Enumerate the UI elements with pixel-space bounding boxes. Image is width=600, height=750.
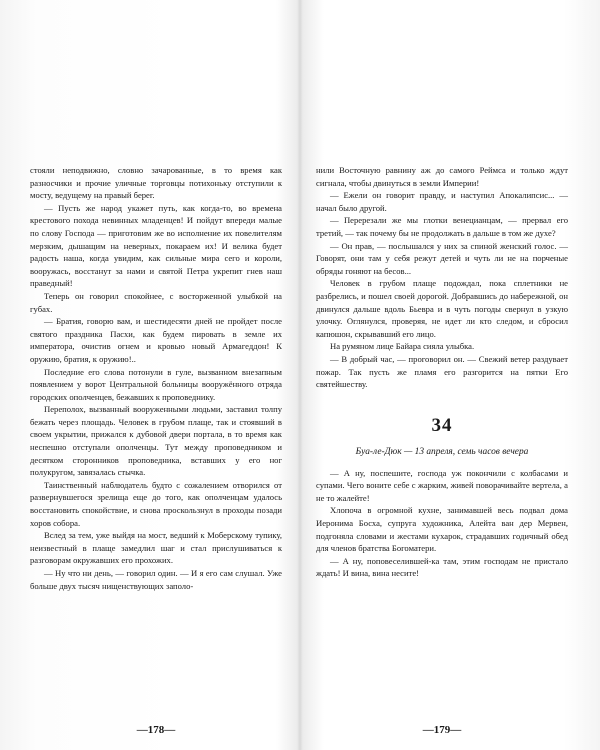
paragraph: — Перерезали же мы глотки венецианцам, — прервал его третий, — так почему бы не продолжать в дальше в том же духе? (316, 215, 568, 238)
right-page-body-top (316, 164, 568, 391)
left-page-body (30, 164, 282, 592)
right-page-number: —179— (422, 724, 462, 736)
chapter-subtitle: Буа-ле-Дюк — 13 апреля, семь часов вечера (355, 446, 529, 457)
left-page (30, 164, 282, 736)
paragraph: нили Восточную равнину аж до самого Реймса и только ждут сигнала, чтобы двинуться в земли Империи! (316, 165, 568, 188)
right-page-body-bottom (316, 467, 568, 580)
paragraph: Вслед за тем, уже выйдя на мост, ведший к Моберскому тупику, неизвестный в плаще замедлил шаг и стал прислушиваться к разговорам окружавших его прохожих. (30, 530, 282, 566)
paragraph: Человек в грубом плаще подождал, пока сплетники не разбрелись, и пошел своей дорогой. Добравшись до набережной, он двинулся дальше вдоль Бьевра и в чуть погоды свернул в узкую улочку. Оглянулся, проверяя, не идет ли кто следом, и сбросил капюшон, скрывавший его лицо. (316, 278, 568, 339)
paragraph: Теперь он говорил спокойнее, с восторженной улыбкой на губах. (30, 290, 282, 314)
right-page (316, 164, 568, 736)
paragraph: — Ну что ни день, — говорил один. — И я его сам слушал. Уже больше двух тысяч нищенствующих заполо- (30, 568, 282, 591)
paragraph: — Он прав, — послышался у них за спиной женский голос. — Говорят, они там у себя режут детей и чуть ли не на порченые обряды гоняют на бесов... (316, 240, 568, 276)
paragraph: Таинственный наблюдатель будто с сожалением отворился от развернувшегося зрелища еще до того, как ополченцам удалось восстановить спокойствие, и снова проскользнул в проходы позади хоров собора. (30, 479, 282, 528)
paragraph: — Братия, говорю вам, и шестидесяти дней не пройдет после святого праздника Пасхи, как будем пировать в земле их императора, очистив огнем и кровью новый Армагеддон! К оружию, братия, к оружию!.. (30, 316, 282, 364)
paragraph: — Ежели он говорит правду, и наступил Апокалипсис... — начал было другой. (316, 190, 568, 213)
left-page-number: —178— (136, 724, 176, 736)
paragraph: — В добрый час, — проговорил он. — Свежий ветер раздувает пожар. Так пусть же пламя его разгорится на пятки Его святейшеству. (316, 353, 568, 390)
paragraph: На румяном лице Байара сияла улыбка. (330, 341, 475, 352)
paragraph: — А ну, поспешите, господа уж покончили с колбасами и супами. Чего воните себе с жарким, живей поворачивайте вертела, а не то жалейте! (316, 467, 568, 503)
paragraph: — А ну, поповеселившей-ка там, этим господам не пристало ждать! И вина, вина несите! (316, 555, 568, 579)
chapter-number: 34 (431, 414, 453, 436)
paragraph: — Пусть же народ укажет путь, как когда-то, во времена крестового похода невинных младенцев! И пойдут впереди малые по слову Господа — приготовим же во исполнение их повелителям мерзким, дышащим на неверных, покараем их! И велика будет радость наша, когда увидим, как сильные мира сего и короли, вооружась, восстанут за нами и святой Петра укрепит гнев наш праведный! (30, 202, 282, 289)
paragraph: Переполох, вызванный вооруженными людьми, заставил толпу бежать через площадь. Человек в грубом плаще, так и стоявший в своем укрытии, прижался к дубовой двери портала, в то время как неспешно отступали ополченцы. Тут между проповедником и десятком сторонников проповедника, вставших у его ног полукругом, завязалась стычка. (30, 404, 282, 478)
paragraph: Хлопоча в огромной кухне, занимавшей весь подвал дома Иеронима Босха, супруга художника, Алейта ван дер Мервен, подгоняла словами и жестами кухарок, страдавших годичный обед для членов братства Богоматери. (316, 505, 568, 554)
paragraph: Последние его слова потонули в гуле, вызванном внезапным появлением у ворот Центральной больницы вооружённого отряда городских ополченцев, бежавших к проповеднику. (30, 366, 282, 402)
paragraph: стояли неподвижно, словно зачарованные, в то время как разносчики и прочие уличные торговцы потихоньку отступили к мосту, ведущему на правый берег. (30, 165, 282, 201)
